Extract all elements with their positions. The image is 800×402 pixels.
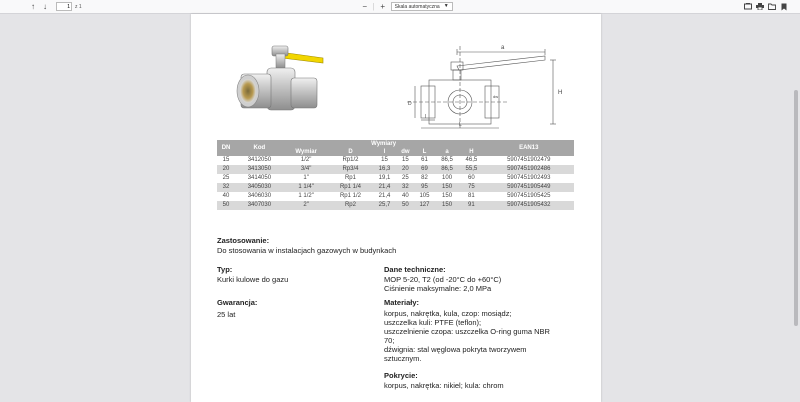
gwarancja-label: Gwarancja: [217,298,258,307]
table-header: l [372,148,396,156]
table-cell: 15 [222,157,230,163]
table-cell: 3407030 [235,201,284,210]
materialy-line: dźwignia: stal węglowa pokryta tworzywem [384,345,527,354]
viewer-toolbar [0,0,800,14]
table-cell: 5907451905432 [484,201,574,210]
table-group-header: Wymiary [284,140,484,148]
arrow-up-icon[interactable]: ↑ [31,2,35,11]
table-cell: 61 [421,157,428,163]
table-cell: 32 [397,183,414,192]
table-cell: 91 [459,201,483,210]
table-cell: 3412050 [247,157,272,163]
table-cell: 1" [303,175,309,181]
table-cell: 150 [435,201,459,210]
table-cell: 1 1/4" [284,183,329,192]
table-cell: 40 [222,193,230,199]
table-cell: 105 [419,193,430,199]
materialy-line: uszczelnienie czopa: uszczelka O-ring guma NBR [384,327,550,336]
table-cell: Rp1 [344,175,356,181]
table-cell: 3413050 [235,165,284,174]
table-row [217,183,574,192]
drawing-label-dw: dw [493,94,499,99]
drawing-label-D: D [408,101,412,107]
dane-line: Ciśnienie maksymalne: 2,0 MPa [384,284,492,293]
table-cell: 19,1 [378,175,391,181]
scrollbar-thumb[interactable] [794,90,798,326]
table-header: Kod [235,140,284,156]
zastosowanie-text: Do stosowania w instalacjach gazowych w budynkach [217,246,397,255]
table-cell: 3405030 [235,183,284,192]
table-cell: 5907451905425 [507,193,551,199]
table-cell: 5907451902493 [507,175,551,181]
table-cell: Rp1 1/2 [339,193,361,199]
materialy-line: korpus, nakrętka, kula, czop: mosiądz; [384,309,512,318]
chevron-down-icon: ▼ [443,3,449,9]
table-row [217,156,574,165]
table-cell: 50 [397,201,414,210]
table-cell: 82 [421,175,428,181]
ball-valve-photo [235,34,325,130]
pdf-page [191,14,601,402]
table-cell: 25,7 [372,201,396,210]
table-cell: 150 [435,183,459,192]
table-header: DN [217,140,235,156]
table-cell: 15 [402,157,409,163]
table-cell: 86,5 [441,157,453,163]
bookmark-icon[interactable] [779,2,789,12]
presentation-icon[interactable] [743,2,753,12]
typ-label: Typ: [217,265,233,274]
page-total: z 1 [75,3,82,10]
table-cell: 15 [381,157,388,163]
page-number-input[interactable] [56,2,72,11]
table-cell: 55,5 [459,165,483,174]
table-cell: 86,5 [435,165,459,174]
table-cell: 21,4 [372,183,396,192]
divider: | [372,2,375,11]
table-header: L [414,148,435,156]
table-cell: 20 [397,165,414,174]
table-cell: 75 [459,183,483,192]
materialy-line: 70; [384,336,395,345]
zoom-select[interactable] [391,2,453,11]
table-cell: 60 [468,175,475,181]
table-cell: 100 [442,175,453,181]
pokrycie-text: korpus, nakrętka: nikiel; kula: chrom [384,381,504,390]
pokrycie-label: Pokrycie: [384,371,418,380]
typ-text: Kurki kulowe do gazu [217,275,289,284]
table-cell: 2" [284,201,329,210]
table-row [217,201,574,210]
drawing-label-L: L [459,122,462,128]
gwarancja-text: 25 lat [217,310,236,319]
table-cell: 16,3 [372,165,396,174]
table-header: H [459,148,483,156]
table-cell: 5907451902486 [484,165,574,174]
table-cell: 25 [402,175,409,181]
table-cell: 46,5 [465,157,478,163]
dane-line: MOP 5-20, T2 (od -20°C do +60°C) [384,275,502,284]
table-cell: 50 [217,201,235,210]
table-cell: 127 [414,201,435,210]
spec-table [217,140,574,210]
zoom-value: Skala automatyczna [394,3,440,10]
zoom-out-icon[interactable]: − [362,2,367,11]
table-row [217,174,574,183]
table-header: Wymiar [284,148,329,156]
table-row [217,165,574,174]
table-cell: 3/4" [284,165,329,174]
drawing-label-a: a [501,45,505,51]
table-cell: 5907451902479 [507,157,551,163]
technical-drawing [407,32,567,132]
table-cell: 1 1/2" [298,193,314,199]
table-cell: Rp2 [329,201,373,210]
table-header: a [435,148,459,156]
table-cell: Rp1 1/4 [329,183,373,192]
table-cell: 32 [217,183,235,192]
table-cell: 150 [442,193,453,199]
table-cell: Rp3/4 [329,165,373,174]
drawing-label-H: H [558,90,563,96]
table-cell: 21,4 [378,193,391,199]
table-cell: 69 [414,165,435,174]
table-cell: Rp1/2 [342,157,359,163]
zastosowanie-label: Zastosowanie: [217,236,270,245]
materialy-line: uszczelka kuli: PTFE (teflon); [384,318,482,327]
arrow-down-icon[interactable]: ↓ [43,2,47,11]
drawing-label-l: l [425,114,427,120]
table-row [217,192,574,201]
save-icon[interactable] [767,2,777,12]
table-cell: 5907451905449 [484,183,574,192]
table-header: dw [397,148,414,156]
print-icon[interactable] [755,2,765,12]
materialy-label: Materiały: [384,298,420,307]
materialy-line: sztucznym. [384,354,422,363]
table-cell: 3406030 [247,193,272,199]
table-cell: 1/2" [300,157,312,163]
scrollbar[interactable] [792,14,800,402]
table-cell: 81 [468,193,475,199]
table-cell: 20 [217,165,235,174]
dane-label: Dane techniczne: [384,265,446,274]
zoom-in-icon[interactable]: + [380,2,385,11]
table-cell: 95 [414,183,435,192]
table-header: EAN13 [484,140,574,156]
table-cell: 25 [222,175,230,181]
table-cell: 40 [402,193,409,199]
table-cell: 3414050 [247,175,272,181]
table-header: D [329,148,373,156]
